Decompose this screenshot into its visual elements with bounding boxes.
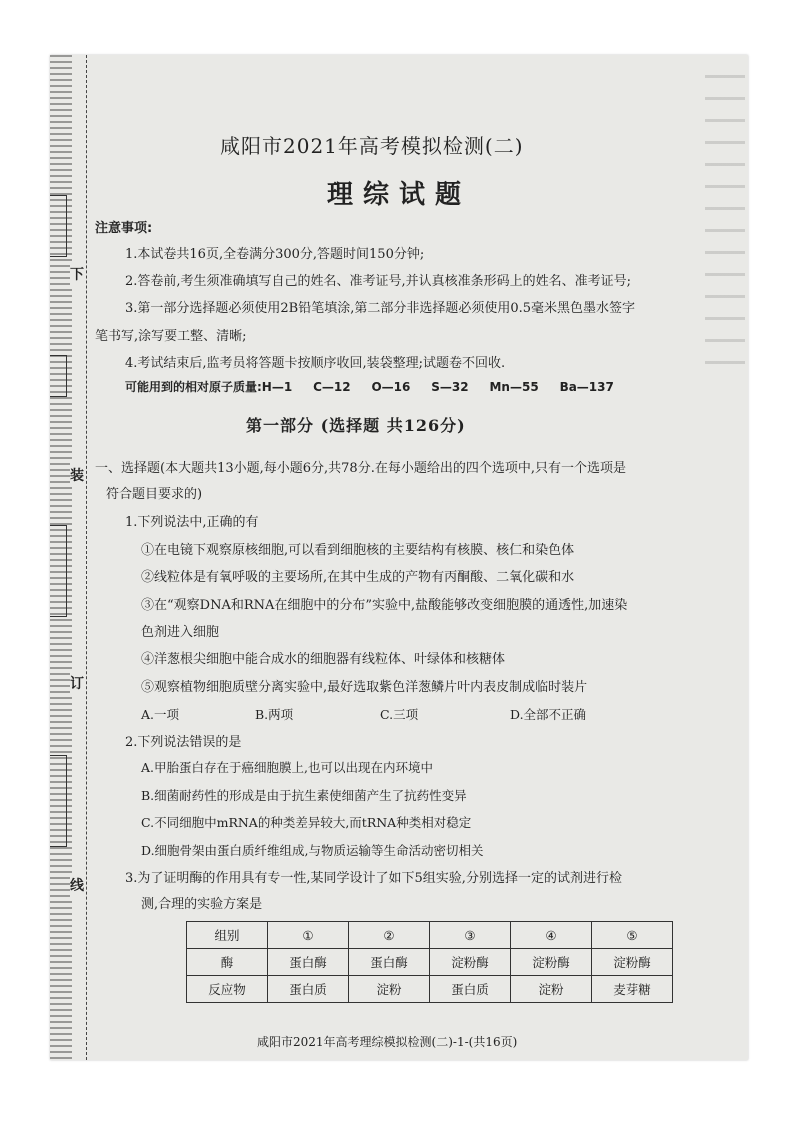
table-cell: 蛋白酶 bbox=[268, 949, 349, 976]
section-intro: 符合题目要求的) bbox=[106, 487, 203, 502]
q1-option-b: B.两项 bbox=[255, 707, 294, 722]
gutter-box bbox=[50, 195, 67, 257]
note-item: 3.第一部分选择题必须使用2B铅笔填涂,第二部分非选择题必须使用0.5毫米黑色墨水签字 bbox=[125, 301, 636, 316]
q1-statement: 色剂进入细胞 bbox=[141, 625, 220, 640]
bleed-through-shadow bbox=[705, 75, 745, 375]
gutter-box bbox=[50, 355, 67, 397]
q1-statement: ①在电镜下观察原核细胞,可以看到细胞核的主要结构有核膜、核仁和染色体 bbox=[141, 543, 575, 558]
question-3-stem: 3.为了证明酶的作用具有专一性,某同学设计了如下5组实验,分别选择一定的试剂进行检 bbox=[125, 871, 622, 886]
question-3-stem: 测,合理的实验方案是 bbox=[141, 897, 263, 912]
table-cell: 淀粉 bbox=[511, 976, 592, 1003]
section-intro: 一、选择题(本大题共13小题,每小题6分,共78分.在每小题给出的四个选项中,只有一个选项是 bbox=[95, 461, 626, 476]
exam-page bbox=[50, 55, 748, 1060]
q1-option-d: D.全部不正确 bbox=[510, 707, 587, 722]
q2-option-a: A.甲胎蛋白存在于癌细胞膜上,也可以出现在内环境中 bbox=[141, 760, 433, 775]
table-cell: 酶 bbox=[187, 949, 268, 976]
table-cell: 蛋白质 bbox=[268, 976, 349, 1003]
q2-option-c: C.不同细胞中mRNA的种类差异较大,而tRNA种类相对稳定 bbox=[141, 815, 472, 830]
table-cell: ⑤ bbox=[592, 922, 673, 949]
atomic-mass-line: 可能用到的相对原子质量:H—1 C—12 O—16 S—32 Mn—55 Ba—137 bbox=[125, 380, 614, 394]
table-cell: 淀粉酶 bbox=[430, 949, 511, 976]
q1-option-a: A.一项 bbox=[141, 707, 180, 722]
table-row bbox=[187, 949, 673, 976]
table-cell: ② bbox=[349, 922, 430, 949]
note-item: 4.考试结束后,监考员将答题卡按顺序收回,装袋整理;试题卷不回收. bbox=[125, 356, 506, 371]
binding-char: 装 bbox=[70, 463, 84, 487]
table-cell: ③ bbox=[430, 922, 511, 949]
table-cell: 蛋白质 bbox=[430, 976, 511, 1003]
table-cell: 组别 bbox=[187, 922, 268, 949]
q2-option-b: B.细菌耐药性的形成是由于抗生素使细菌产生了抗药性变异 bbox=[141, 788, 467, 803]
note-item: 笔书写,涂写要工整、清晰; bbox=[95, 329, 247, 344]
notes-heading: 注意事项: bbox=[95, 221, 153, 236]
exam-title: 咸阳市2021年高考模拟检测(二) bbox=[220, 134, 524, 158]
page-footer: 咸阳市2021年高考理综模拟检测(二)-1-(共16页) bbox=[257, 1035, 518, 1049]
binding-char: 订 bbox=[70, 671, 84, 695]
table-cell: 淀粉酶 bbox=[511, 949, 592, 976]
note-item: 1.本试卷共16页,全卷满分300分,答题时间150分钟; bbox=[125, 247, 425, 262]
table-cell: 淀粉酶 bbox=[592, 949, 673, 976]
question-2-stem: 2.下列说法错误的是 bbox=[125, 735, 242, 750]
note-item: 2.答卷前,考生须准确填写自己的姓名、准考证号,并认真核准条形码上的姓名、准考证号; bbox=[125, 274, 632, 289]
enzyme-experiment-table bbox=[186, 921, 673, 1003]
question-1-stem: 1.下列说法中,正确的有 bbox=[125, 515, 259, 530]
part-heading: 第一部分 (选择题 共126分) bbox=[246, 416, 466, 435]
table-cell: ④ bbox=[511, 922, 592, 949]
table-cell: 蛋白酶 bbox=[349, 949, 430, 976]
q1-statement: ⑤观察植物细胞质壁分离实验中,最好选取紫色洋葱鳞片叶内表皮制成临时装片 bbox=[141, 680, 588, 695]
table-cell: 反应物 bbox=[187, 976, 268, 1003]
q1-statement: ②线粒体是有氧呼吸的主要场所,在其中生成的产物有丙酮酸、二氧化碳和水 bbox=[141, 570, 575, 585]
subject-title: 理综试题 bbox=[327, 180, 472, 210]
gutter-box bbox=[50, 525, 67, 617]
gutter-box bbox=[50, 755, 67, 847]
table-cell: 淀粉 bbox=[349, 976, 430, 1003]
q2-option-d: D.细胞骨架由蛋白质纤维组成,与物质运输等生命活动密切相关 bbox=[141, 843, 484, 858]
binding-char: 下 bbox=[70, 262, 84, 286]
q1-statement: ④洋葱根尖细胞中能合成水的细胞器有线粒体、叶绿体和核糖体 bbox=[141, 652, 506, 667]
q1-option-c: C.三项 bbox=[380, 707, 419, 722]
table-cell: 麦芽糖 bbox=[592, 976, 673, 1003]
table-row bbox=[187, 976, 673, 1003]
table-cell: ① bbox=[268, 922, 349, 949]
binding-dashed-line bbox=[86, 55, 87, 1060]
q1-statement: ③在“观察DNA和RNA在细胞中的分布”实验中,盐酸能够改变细胞膜的通透性,加速染 bbox=[141, 598, 628, 613]
binding-char: 线 bbox=[70, 873, 84, 897]
table-row bbox=[187, 922, 673, 949]
